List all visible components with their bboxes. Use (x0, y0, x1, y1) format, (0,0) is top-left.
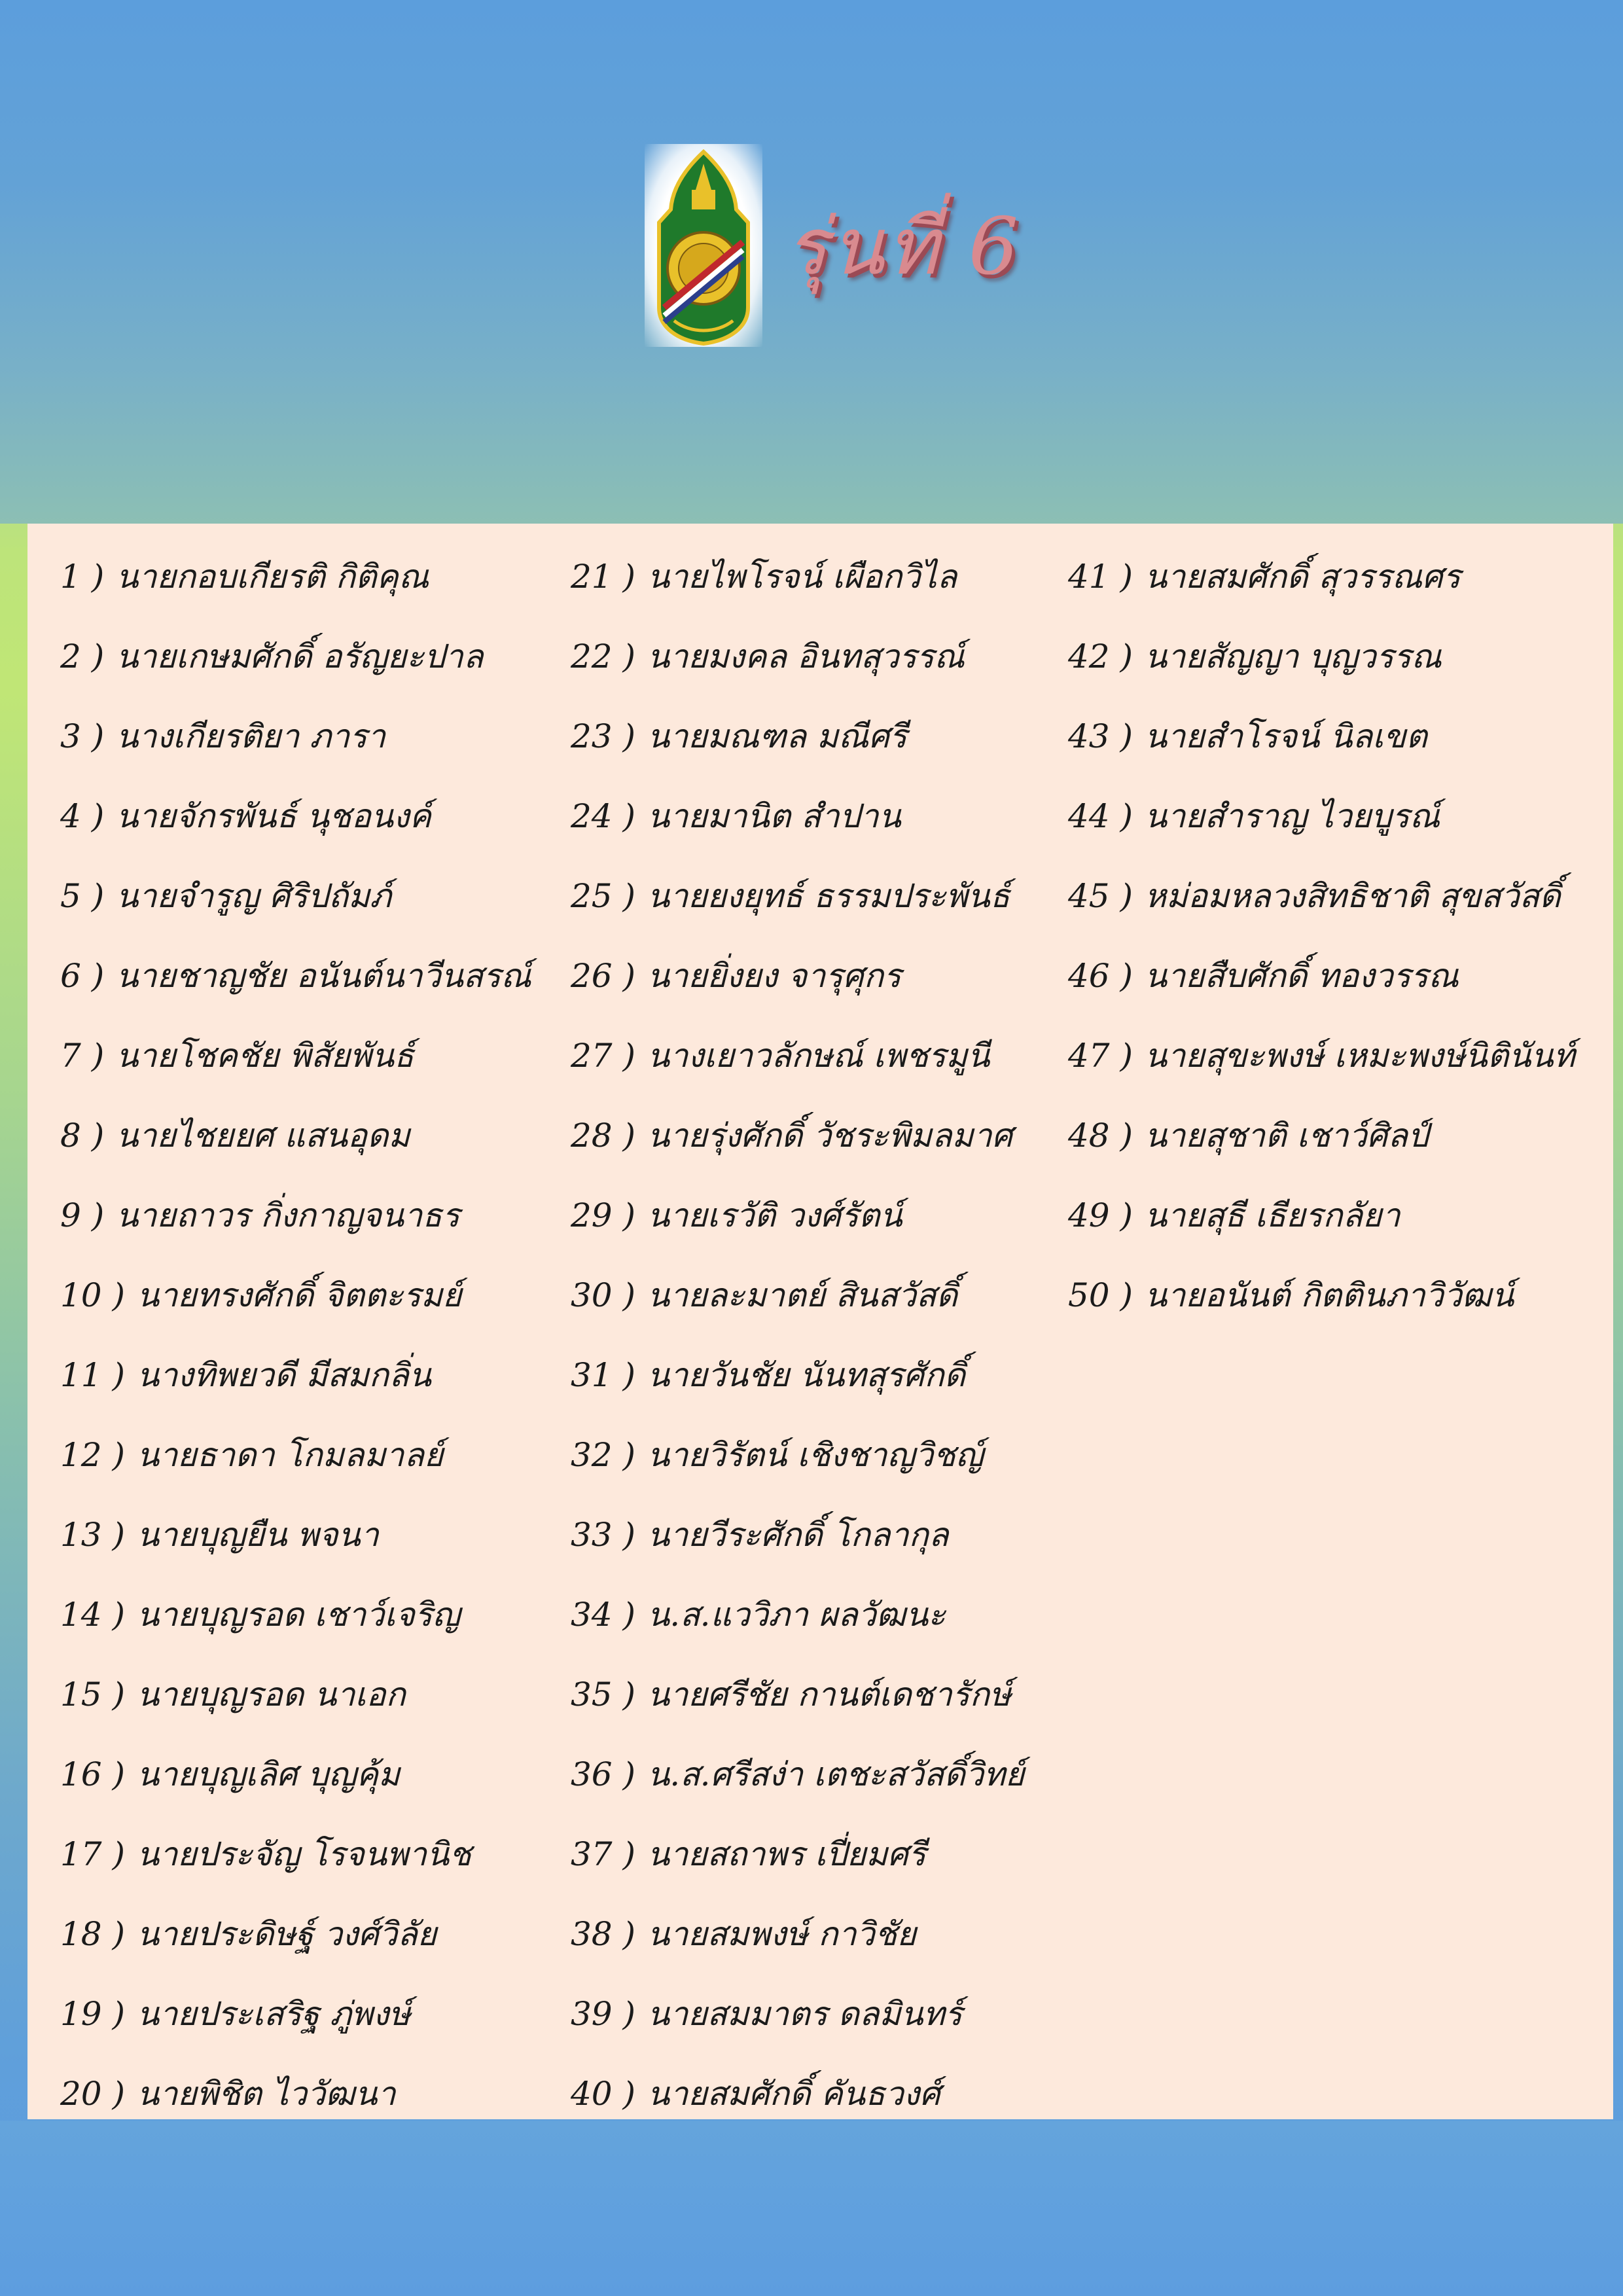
list-item-name: น.ส.แววิภา ผลวัฒนะ (647, 1596, 946, 1634)
list-item (60, 1814, 531, 1894)
list-item-name: นายรุ่งศักดิ์ วัชระพิมลมาศ (647, 1117, 1013, 1155)
list-item (571, 1016, 1024, 1096)
list-item-number: 28 ) (571, 1117, 636, 1155)
list-item (1068, 1016, 1575, 1096)
list-item-number: 26 ) (571, 957, 636, 995)
list-item-number: 4 ) (60, 797, 105, 835)
list-item-name: นายยิ่งยง จารุศุกร (647, 957, 901, 995)
list-item-number: 1 ) (60, 558, 105, 596)
list-item (1068, 936, 1575, 1016)
list-item (571, 1734, 1024, 1814)
list-item-name: นายมงคล อินทสุวรรณ์ (647, 637, 965, 675)
list-item-name: นายสมศักดิ์ สุวรรณศร (1145, 558, 1461, 596)
list-item-number: 45 ) (1068, 877, 1133, 915)
list-item (1068, 1255, 1575, 1335)
list-item-number: 27 ) (571, 1037, 636, 1075)
list-item-name: นายละมาตย์ สินสวัสดิ์ (647, 1276, 958, 1314)
list-item (571, 2054, 1024, 2134)
list-item (60, 1096, 531, 1175)
list-item-number: 7 ) (60, 1037, 105, 1075)
list-item-name: นายกอบเกียรติ กิติคุณ (116, 558, 429, 596)
list-item-name: นางเกียรติยา ภารา (116, 717, 386, 755)
list-item-name: นายศรีชัย กานต์เดชารักษ์ (647, 1676, 1011, 1713)
list-item-number: 32 ) (571, 1436, 636, 1474)
list-item (571, 776, 1024, 856)
list-item (571, 1575, 1024, 1655)
roster-column-1 (60, 537, 531, 2134)
list-item-name: นายประเสริฐ ภู่พงษ์ (137, 1995, 411, 2033)
list-item-name: หม่อมหลวงสิทธิชาติ สุขสวัสดิ์ (1145, 877, 1561, 915)
list-item (60, 537, 531, 617)
list-item-number: 23 ) (571, 717, 636, 755)
list-item-name: นายทรงศักดิ์ จิตตะรมย์ (137, 1276, 462, 1314)
list-item-number: 2 ) (60, 637, 105, 675)
list-item-name: นายจำรูญ ศิริปถัมภ์ (116, 877, 392, 915)
list-item (1068, 856, 1575, 936)
list-item-number: 17 ) (60, 1835, 126, 1873)
list-item-number: 22 ) (571, 637, 636, 675)
list-item (571, 1894, 1024, 1974)
list-item-number: 49 ) (1068, 1196, 1133, 1234)
list-item (571, 617, 1024, 696)
list-item-name: นายบุญยืน พจนา (137, 1516, 379, 1554)
list-item-name: นายบุญเลิศ บุญคุ้ม (137, 1755, 401, 1793)
list-item-name: นายเกษมศักดิ์ อรัญยะปาล (116, 637, 484, 675)
list-item (60, 696, 531, 776)
list-item (1068, 1175, 1575, 1255)
list-item (571, 856, 1024, 936)
list-item-number: 10 ) (60, 1276, 126, 1314)
list-item-name: นายไชยยศ แสนอุดม (116, 1117, 410, 1155)
list-item-number: 41 ) (1068, 558, 1133, 596)
list-item-name: นายชาญชัย อนันต์นาวีนสรณ์ (116, 957, 531, 995)
list-item (1068, 1096, 1575, 1175)
list-item-number: 46 ) (1068, 957, 1133, 995)
list-item (571, 1974, 1024, 2054)
list-item-name: นายวันชัย นันทสุรศักดิ์ (647, 1356, 966, 1394)
list-item (571, 1814, 1024, 1894)
list-item-name: นางเยาวลักษณ์ เพชรมูนี (647, 1037, 990, 1075)
list-item-number: 14 ) (60, 1596, 126, 1634)
page-title: รุ่นที่ 6 (785, 202, 1022, 293)
list-item (571, 696, 1024, 776)
list-item-number: 34 ) (571, 1596, 636, 1634)
list-item-name: นายสัญญา บุญวรรณ (1145, 637, 1442, 675)
list-item (1068, 776, 1575, 856)
list-item-number: 21 ) (571, 558, 636, 596)
list-item-name: นายโชคชัย พิสัยพันธ์ (116, 1037, 414, 1075)
list-item (60, 1175, 531, 1255)
list-item (60, 617, 531, 696)
list-item (571, 1335, 1024, 1415)
list-item-name: นายไพโรจน์ เผือกวิไล (647, 558, 957, 596)
school-emblem-icon (645, 144, 762, 347)
list-item-number: 8 ) (60, 1117, 105, 1155)
list-item-number: 13 ) (60, 1516, 126, 1554)
list-item (571, 936, 1024, 1016)
page-header (0, 131, 1623, 353)
list-item (60, 2054, 531, 2134)
list-item-name: นายวิรัตน์ เชิงชาญวิชญ์ (647, 1436, 984, 1474)
list-item-name: น.ส.ศรีสง่า เตชะสวัสดิ์วิทย์ (647, 1755, 1025, 1793)
list-item-number: 6 ) (60, 957, 105, 995)
list-item-name: นายบุญรอด นาเอก (137, 1676, 406, 1713)
list-item-name: นายบุญรอด เชาว์เจริญ (137, 1596, 461, 1634)
list-item (60, 1734, 531, 1814)
list-item (60, 1335, 531, 1415)
list-item-number: 25 ) (571, 877, 636, 915)
list-item (60, 1894, 531, 1974)
list-item-number: 16 ) (60, 1755, 126, 1793)
list-item-number: 19 ) (60, 1995, 126, 2033)
list-item-name: นายสถาพร เปี่ยมศรี (647, 1835, 926, 1873)
list-item (1068, 696, 1575, 776)
list-item-number: 48 ) (1068, 1117, 1133, 1155)
list-item-name: นายถาวร กิ่งกาญจนาธร (116, 1196, 460, 1234)
list-item-number: 20 ) (60, 2075, 126, 2113)
list-item-name: นายจักรพันธ์ นุชอนงค์ (116, 797, 431, 835)
list-item-number: 47 ) (1068, 1037, 1133, 1075)
list-item (60, 776, 531, 856)
list-item-name: นายยงยุทธ์ ธรรมประพันธ์ (647, 877, 1010, 915)
list-item (1068, 537, 1575, 617)
list-item-name: นายสมมาตร ดลมินทร์ (647, 1995, 963, 2033)
list-item-name: นายมณฑล มณีศรี (647, 717, 907, 755)
list-item-number: 33 ) (571, 1516, 636, 1554)
list-item-name: นายประดิษฐ์ วงศ์วิลัย (137, 1915, 437, 1953)
list-item-number: 39 ) (571, 1995, 636, 2033)
list-item (60, 856, 531, 936)
list-item (1068, 617, 1575, 696)
list-item (571, 1096, 1024, 1175)
list-item-number: 24 ) (571, 797, 636, 835)
list-item-number: 31 ) (571, 1356, 636, 1394)
list-item-number: 40 ) (571, 2075, 636, 2113)
list-item-name: นายอนันต์ กิตตินภาวิวัฒน์ (1145, 1276, 1514, 1314)
list-item (60, 1974, 531, 2054)
list-item-number: 44 ) (1068, 797, 1133, 835)
list-item-number: 5 ) (60, 877, 105, 915)
list-item-name: นายมานิต สำปาน (647, 797, 901, 835)
list-item (571, 1175, 1024, 1255)
list-item-number: 42 ) (1068, 637, 1133, 675)
bottom-background-band (0, 2121, 1623, 2296)
list-item-name: นายสุชาติ เชาว์ศิลป์ (1145, 1117, 1429, 1155)
list-item-number: 37 ) (571, 1835, 636, 1873)
list-item-name: นายสืบศักดิ์ ทองวรรณ (1145, 957, 1459, 995)
list-item-name: นายธาดา โกมลมาลย์ (137, 1436, 444, 1474)
list-item (60, 1255, 531, 1335)
list-item (571, 1495, 1024, 1575)
list-item-name: นายสำราญ ไวยบูรณ์ (1145, 797, 1440, 835)
list-item-number: 38 ) (571, 1915, 636, 1953)
roster-column-2 (571, 537, 1024, 2134)
list-item-name: นายสุขะพงษ์ เหมะพงษ์นิตินันท์ (1145, 1037, 1575, 1075)
list-item-number: 9 ) (60, 1196, 105, 1234)
list-item-number: 18 ) (60, 1915, 126, 1953)
list-item (571, 1255, 1024, 1335)
list-item (60, 1655, 531, 1734)
list-item (60, 936, 531, 1016)
list-item-number: 30 ) (571, 1276, 636, 1314)
roster-panel (27, 524, 1613, 2119)
list-item-number: 50 ) (1068, 1276, 1133, 1314)
list-item (60, 1575, 531, 1655)
list-item-name: นายสำโรจน์ นิลเขต (1145, 717, 1427, 755)
list-item (60, 1016, 531, 1096)
list-item-name: นายเรวัติ วงศ์รัตน์ (647, 1196, 902, 1234)
list-item-number: 36 ) (571, 1755, 636, 1793)
list-item-number: 12 ) (60, 1436, 126, 1474)
list-item (60, 1415, 531, 1495)
list-item-number: 11 ) (60, 1356, 126, 1394)
list-item-name: นายสุธี เธียรกลัยา (1145, 1196, 1400, 1234)
list-item-number: 43 ) (1068, 717, 1133, 755)
list-item-number: 3 ) (60, 717, 105, 755)
list-item-name: นายพิชิต ไววัฒนา (137, 2075, 396, 2113)
list-item (571, 1415, 1024, 1495)
list-item-name: นางทิพยวดี มีสมกลิ่น (137, 1356, 431, 1394)
list-item (571, 537, 1024, 617)
list-item-name: นายวีระศักดิ์ โกลากุล (647, 1516, 949, 1554)
list-item-name: นายสมพงษ์ กาวิชัย (647, 1915, 916, 1953)
roster-column-3 (1068, 537, 1575, 1335)
list-item-name: นายสมศักดิ์ คันธวงศ์ (647, 2075, 940, 2113)
list-item (571, 1655, 1024, 1734)
list-item (60, 1495, 531, 1575)
list-item-number: 35 ) (571, 1676, 636, 1713)
list-item-number: 15 ) (60, 1676, 126, 1713)
list-item-name: นายประจัญ โรจนพานิช (137, 1835, 472, 1873)
list-item-number: 29 ) (571, 1196, 636, 1234)
